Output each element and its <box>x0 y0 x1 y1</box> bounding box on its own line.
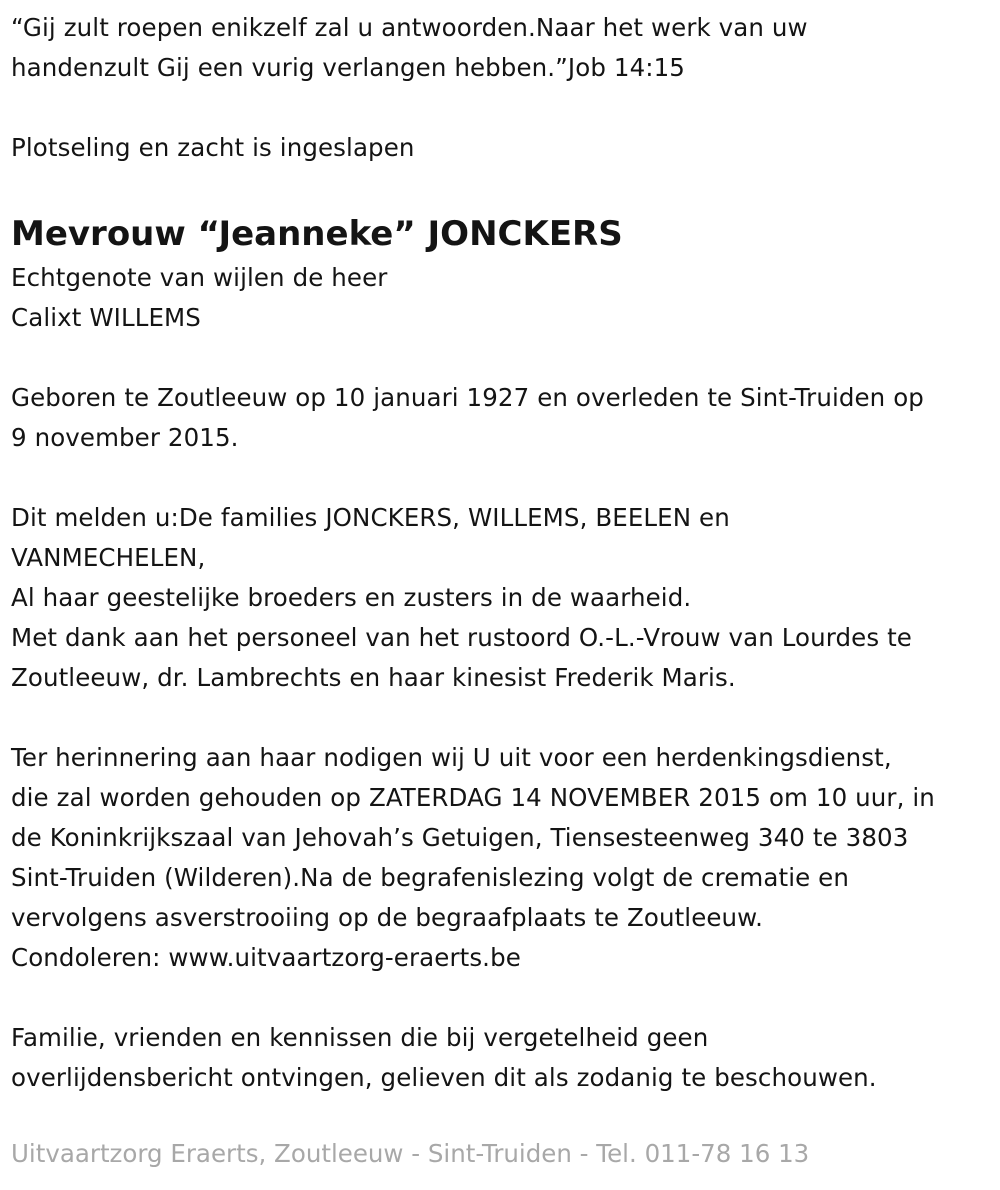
spacer <box>11 698 1000 738</box>
birth-death-paragraph <box>11 378 1000 458</box>
funeral-home-footer: Uitvaartzorg Eraerts, Zoutleeuw - Sint-Truiden - Tel. 011-78 16 13 <box>11 1139 810 1168</box>
service-line: Sint-Truiden (Wilderen).Na de begrafenislezing volgt de crematie en <box>11 863 849 892</box>
spacer <box>11 458 1000 498</box>
birth-death-line: Geboren te Zoutleeuw op 10 januari 1927 en overleden te Sint-Truiden op <box>11 383 924 412</box>
notice-line: overlijdensbericht ontvingen, gelieven dit als zodanig te beschouwen. <box>11 1063 877 1092</box>
spacer <box>11 338 1000 378</box>
quote-line: handenzult Gij een vurig verlangen hebben.”Job 14:15 <box>11 53 685 82</box>
service-line: Ter herinnering aan haar nodigen wij U uit voor een herdenkingsdienst, <box>11 743 892 772</box>
bible-quote <box>11 8 1000 88</box>
service-line: de Koninkrijkszaal van Jehovah’s Getuigen, Tiensesteenweg 340 te 3803 <box>11 823 909 852</box>
announcers-line: Dit melden u:De families JONCKERS, WILLEMS, BEELEN en <box>11 503 730 532</box>
deceased-name: Mevrouw “Jeanneke” JONCKERS <box>11 214 623 254</box>
spacer <box>11 88 1000 128</box>
intro-text: Plotseling en zacht is ingeslapen <box>11 133 415 162</box>
service-line: die zal worden gehouden op ZATERDAG 14 NOVEMBER 2015 om 10 uur, in <box>11 783 935 812</box>
service-line: vervolgens asverstrooiing op de begraafplaats te Zoutleeuw. <box>11 903 763 932</box>
notice-line: Familie, vrienden en kennissen die bij vergetelheid geen <box>11 1023 709 1052</box>
relation-line: Calixt WILLEMS <box>11 303 201 332</box>
spacer <box>11 168 1000 208</box>
announcers-line: Zoutleeuw, dr. Lambrechts en haar kinesist Frederik Maris. <box>11 663 736 692</box>
announcers-paragraph <box>11 498 1000 698</box>
announcers-line: Met dank aan het personeel van het rustoord O.-L.-Vrouw van Lourdes te <box>11 623 912 652</box>
birth-death-line: 9 november 2015. <box>11 423 239 452</box>
condolence-line: Condoleren: www.uitvaartzorg-eraerts.be <box>11 943 521 972</box>
service-paragraph <box>11 738 1000 978</box>
relation-line: Echtgenote van wijlen de heer <box>11 263 388 292</box>
notice-paragraph <box>11 1018 1000 1098</box>
quote-line: “Gij zult roepen enikzelf zal u antwoorden.Naar het werk van uw <box>11 13 808 42</box>
announcers-line: VANMECHELEN, <box>11 543 206 572</box>
announcers-line: Al haar geestelijke broeders en zusters in de waarheid. <box>11 583 692 612</box>
spacer <box>11 978 1000 1018</box>
